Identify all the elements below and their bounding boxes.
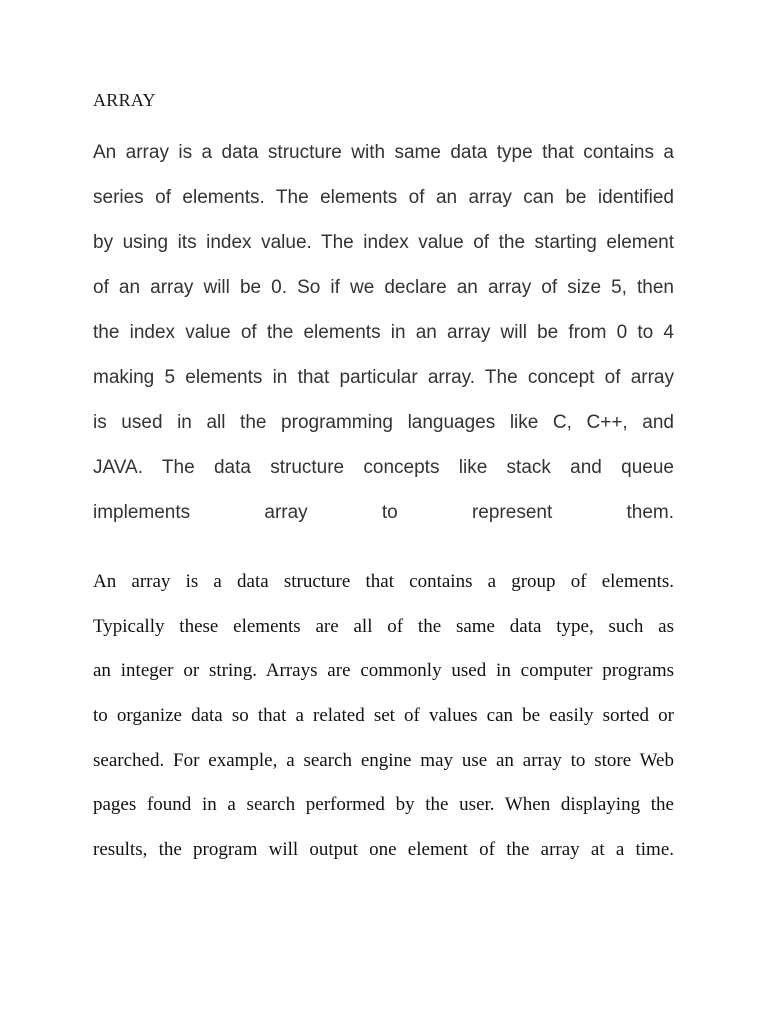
page-heading: ARRAY <box>93 90 156 110</box>
paragraph-1-line: by using its index value. The index value of the starting element <box>93 232 674 253</box>
paragraph-2-line: An array is a data structure that contains a group of elements. <box>93 571 674 592</box>
paragraph-1-line: implements array to represent them. <box>93 502 674 523</box>
paragraph-1-line: making 5 elements in that particular array. The concept of array <box>93 367 674 388</box>
paragraph-2-line: to organize data so that a related set of values can be easily sorted or <box>93 705 674 727</box>
paragraph-1-line: the index value of the elements in an array will be from 0 to 4 <box>93 322 674 343</box>
paragraph-1-line: series of elements. The elements of an array can be identified <box>93 187 674 208</box>
paragraph-1 <box>93 130 674 535</box>
paragraph-1-line: is used in all the programming languages like C, C++, and <box>93 412 674 433</box>
paragraph-2-line: Typically these elements are all of the same data type, such as <box>93 615 674 637</box>
paragraph-1-line: An array is a data structure with same data type that contains a <box>93 142 674 163</box>
paragraph-2-line: an integer or string. Arrays are commonly used in computer programs <box>93 660 674 682</box>
paragraph-1-line: JAVA. The data structure concepts like stack and queue <box>93 457 674 478</box>
paragraph-2 <box>93 560 674 873</box>
paragraph-1-line: of an array will be 0. So if we declare an array of size 5, then <box>93 277 674 298</box>
paragraph-2-line: pages found in a search performed by the user. When displaying the <box>93 794 674 816</box>
paragraph-2-line: searched. For example, a search engine may use an array to store Web <box>93 749 674 771</box>
paragraph-2-line: results, the program will output one element of the array at a time. <box>93 839 674 861</box>
